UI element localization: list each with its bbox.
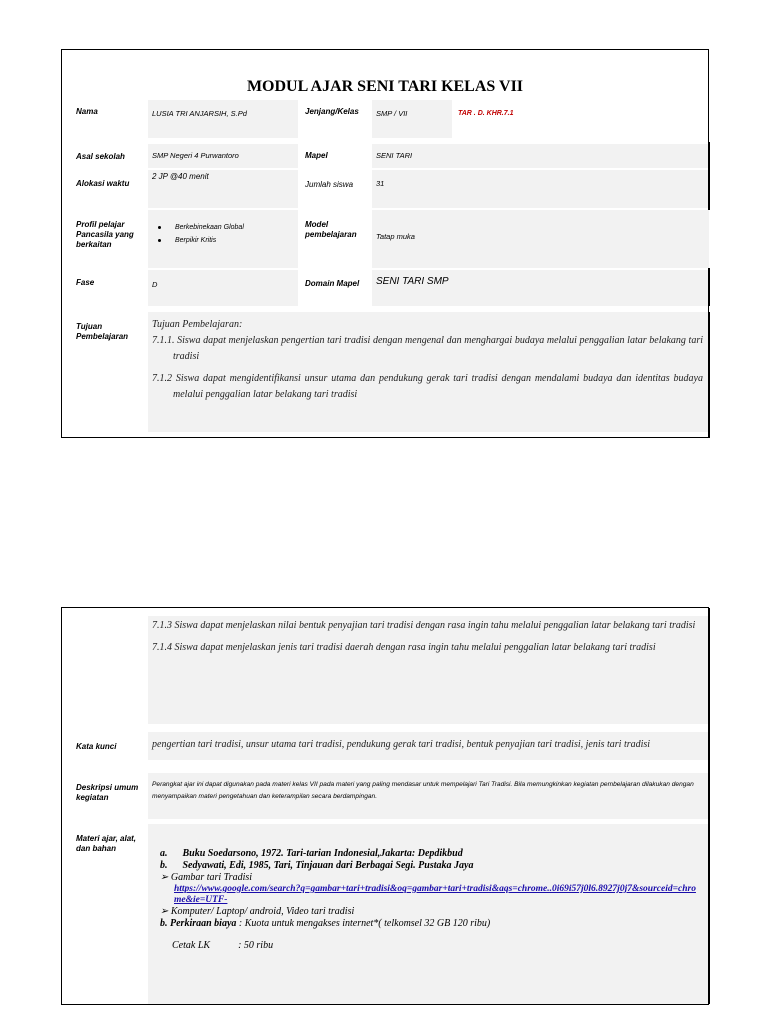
materi-cell <box>148 824 709 1004</box>
document-page-2 <box>61 607 709 1005</box>
border-line <box>708 142 710 210</box>
domain-label: Domain Mapel <box>305 279 360 288</box>
alokasi-value: 2 JP @40 menit <box>148 170 298 208</box>
tujuan-item: 7.1.3 Siswa dapat menjelaskan nilai bentuk penyajian tari tradisi dengan rasa ingin tahu melalui penggalian latar belakang tari tradisi <box>152 620 696 631</box>
fase-value: D <box>148 270 298 306</box>
asal-sekolah-value: SMP Negeri 4 Purwantoro <box>148 144 298 168</box>
tujuan-item: 7.1.4 Siswa dapat menjelaskan jenis tari tradisi daerah dengan rasa ingin tahu melalui penggalian latar belakang tari tradisi <box>152 642 656 653</box>
document-page-1 <box>61 49 709 438</box>
komputer-item: ➢ Komputer/ Laptop/ android, Video tari tradisi <box>160 906 355 917</box>
reference-a: a. Buku Soedarsono, 1972. Tari-tarian Indonesial,Jakarta: Depdikbud <box>160 848 463 859</box>
page-title: MODUL AJAR SENI TARI KELAS VII <box>246 78 524 95</box>
mapel-label: Mapel <box>305 151 328 160</box>
border-line <box>708 312 710 438</box>
cetak-item: Cetak LK : 50 ribu <box>172 940 274 951</box>
mapel-value: SENI TARI <box>372 144 709 168</box>
jenjang-value: SMP / VII <box>372 100 452 138</box>
nama-value: LUSIA TRI ANJARSIH, S.Pd <box>148 100 298 138</box>
jumlah-siswa-label: Jumlah siswa <box>305 180 354 189</box>
border-line <box>708 268 710 306</box>
materi-label: Materi ajar, alat, dan bahan <box>76 834 137 853</box>
tujuan-cont-cell <box>148 616 709 724</box>
profil-list <box>148 210 298 268</box>
kata-kunci-value: pengertian tari tradisi, unsur utama tari tradisi, pendukung gerak tari tradisi, bentuk penyajian tari tradisi, jenis tari tradisi <box>148 732 709 760</box>
tujuan-label: Tujuan Pembelajaran <box>76 322 129 341</box>
deskripsi-label: Deskripsi umum kegiatan <box>76 783 139 802</box>
deskripsi-value: Perangkat ajar ini dapat digunakan pada materi kelas VII pada materi yang paling mendasar untuk mempelajari Tari Tradisi. Bila memungkinkan kegiatan pembelajaran dilakukan dengan menyampaikan materi pengetahuan dan keterampilan secara berdampingan. <box>148 773 709 819</box>
model-label: Model pembelajaran <box>305 220 357 239</box>
kode-badge: TAR . D. KHR.7.1 <box>458 110 514 117</box>
profil-label: Profil pelajar Pancasila yang berkaitan <box>76 220 134 249</box>
gambar-link[interactable]: https://www.google.com/search?q=gambar+tari+tradisi&oq=gambar+tari+tradisi&aqs=chrome..0i69i57j0l6.8927j0j7&sourceid=chrome&ie=UTF- <box>174 884 696 905</box>
asal-sekolah-label: Asal sekolah <box>76 152 125 161</box>
tujuan-cell <box>148 312 709 432</box>
reference-b: b. Sedyawati, Edi, 1985, Tari, Tinjauan dari Berbagai Segi. Pustaka Jaya <box>160 860 474 871</box>
nama-label: Nama <box>76 107 98 116</box>
tujuan-item: 7.1.2 Siswa dapat mengidentifikansi unsur utama dan pendukung gerak tari tradisi dengan mendalami budaya dan identitas budaya melalui penggalian latar belakang tari tradisi <box>152 373 703 400</box>
border-line <box>708 608 710 1004</box>
bullet-icon <box>158 239 161 242</box>
kata-kunci-label: Kata kunci <box>76 742 117 751</box>
domain-value: SENI TARI SMP <box>372 270 709 306</box>
gambar-item: ➢ Gambar tari Tradisi <box>160 872 253 883</box>
fase-label: Fase <box>76 278 95 287</box>
tujuan-item: 7.1.1. Siswa dapat menjelaskan pengertian tari tradisi dengan mengenal dan menghargai budaya melalui penggalian latar belakang tari tradisi <box>152 335 703 362</box>
biaya-item: b. Perkiraan biaya : Kuota untuk mengakses internet*( telkomsel 32 GB 120 ribu) <box>160 918 491 929</box>
jenjang-label: Jenjang/Kelas <box>305 107 359 116</box>
profil-item: Berkebinekaan Global <box>152 222 294 233</box>
bullet-icon <box>158 226 161 229</box>
jumlah-siswa-value: 31 <box>372 170 709 208</box>
alokasi-label: Alokasi waktu <box>76 179 130 188</box>
profil-item: Berpikir Kritis <box>152 235 294 246</box>
tujuan-heading: Tujuan Pembelajaran: <box>152 319 243 330</box>
model-value: Tatap muka <box>372 210 709 268</box>
